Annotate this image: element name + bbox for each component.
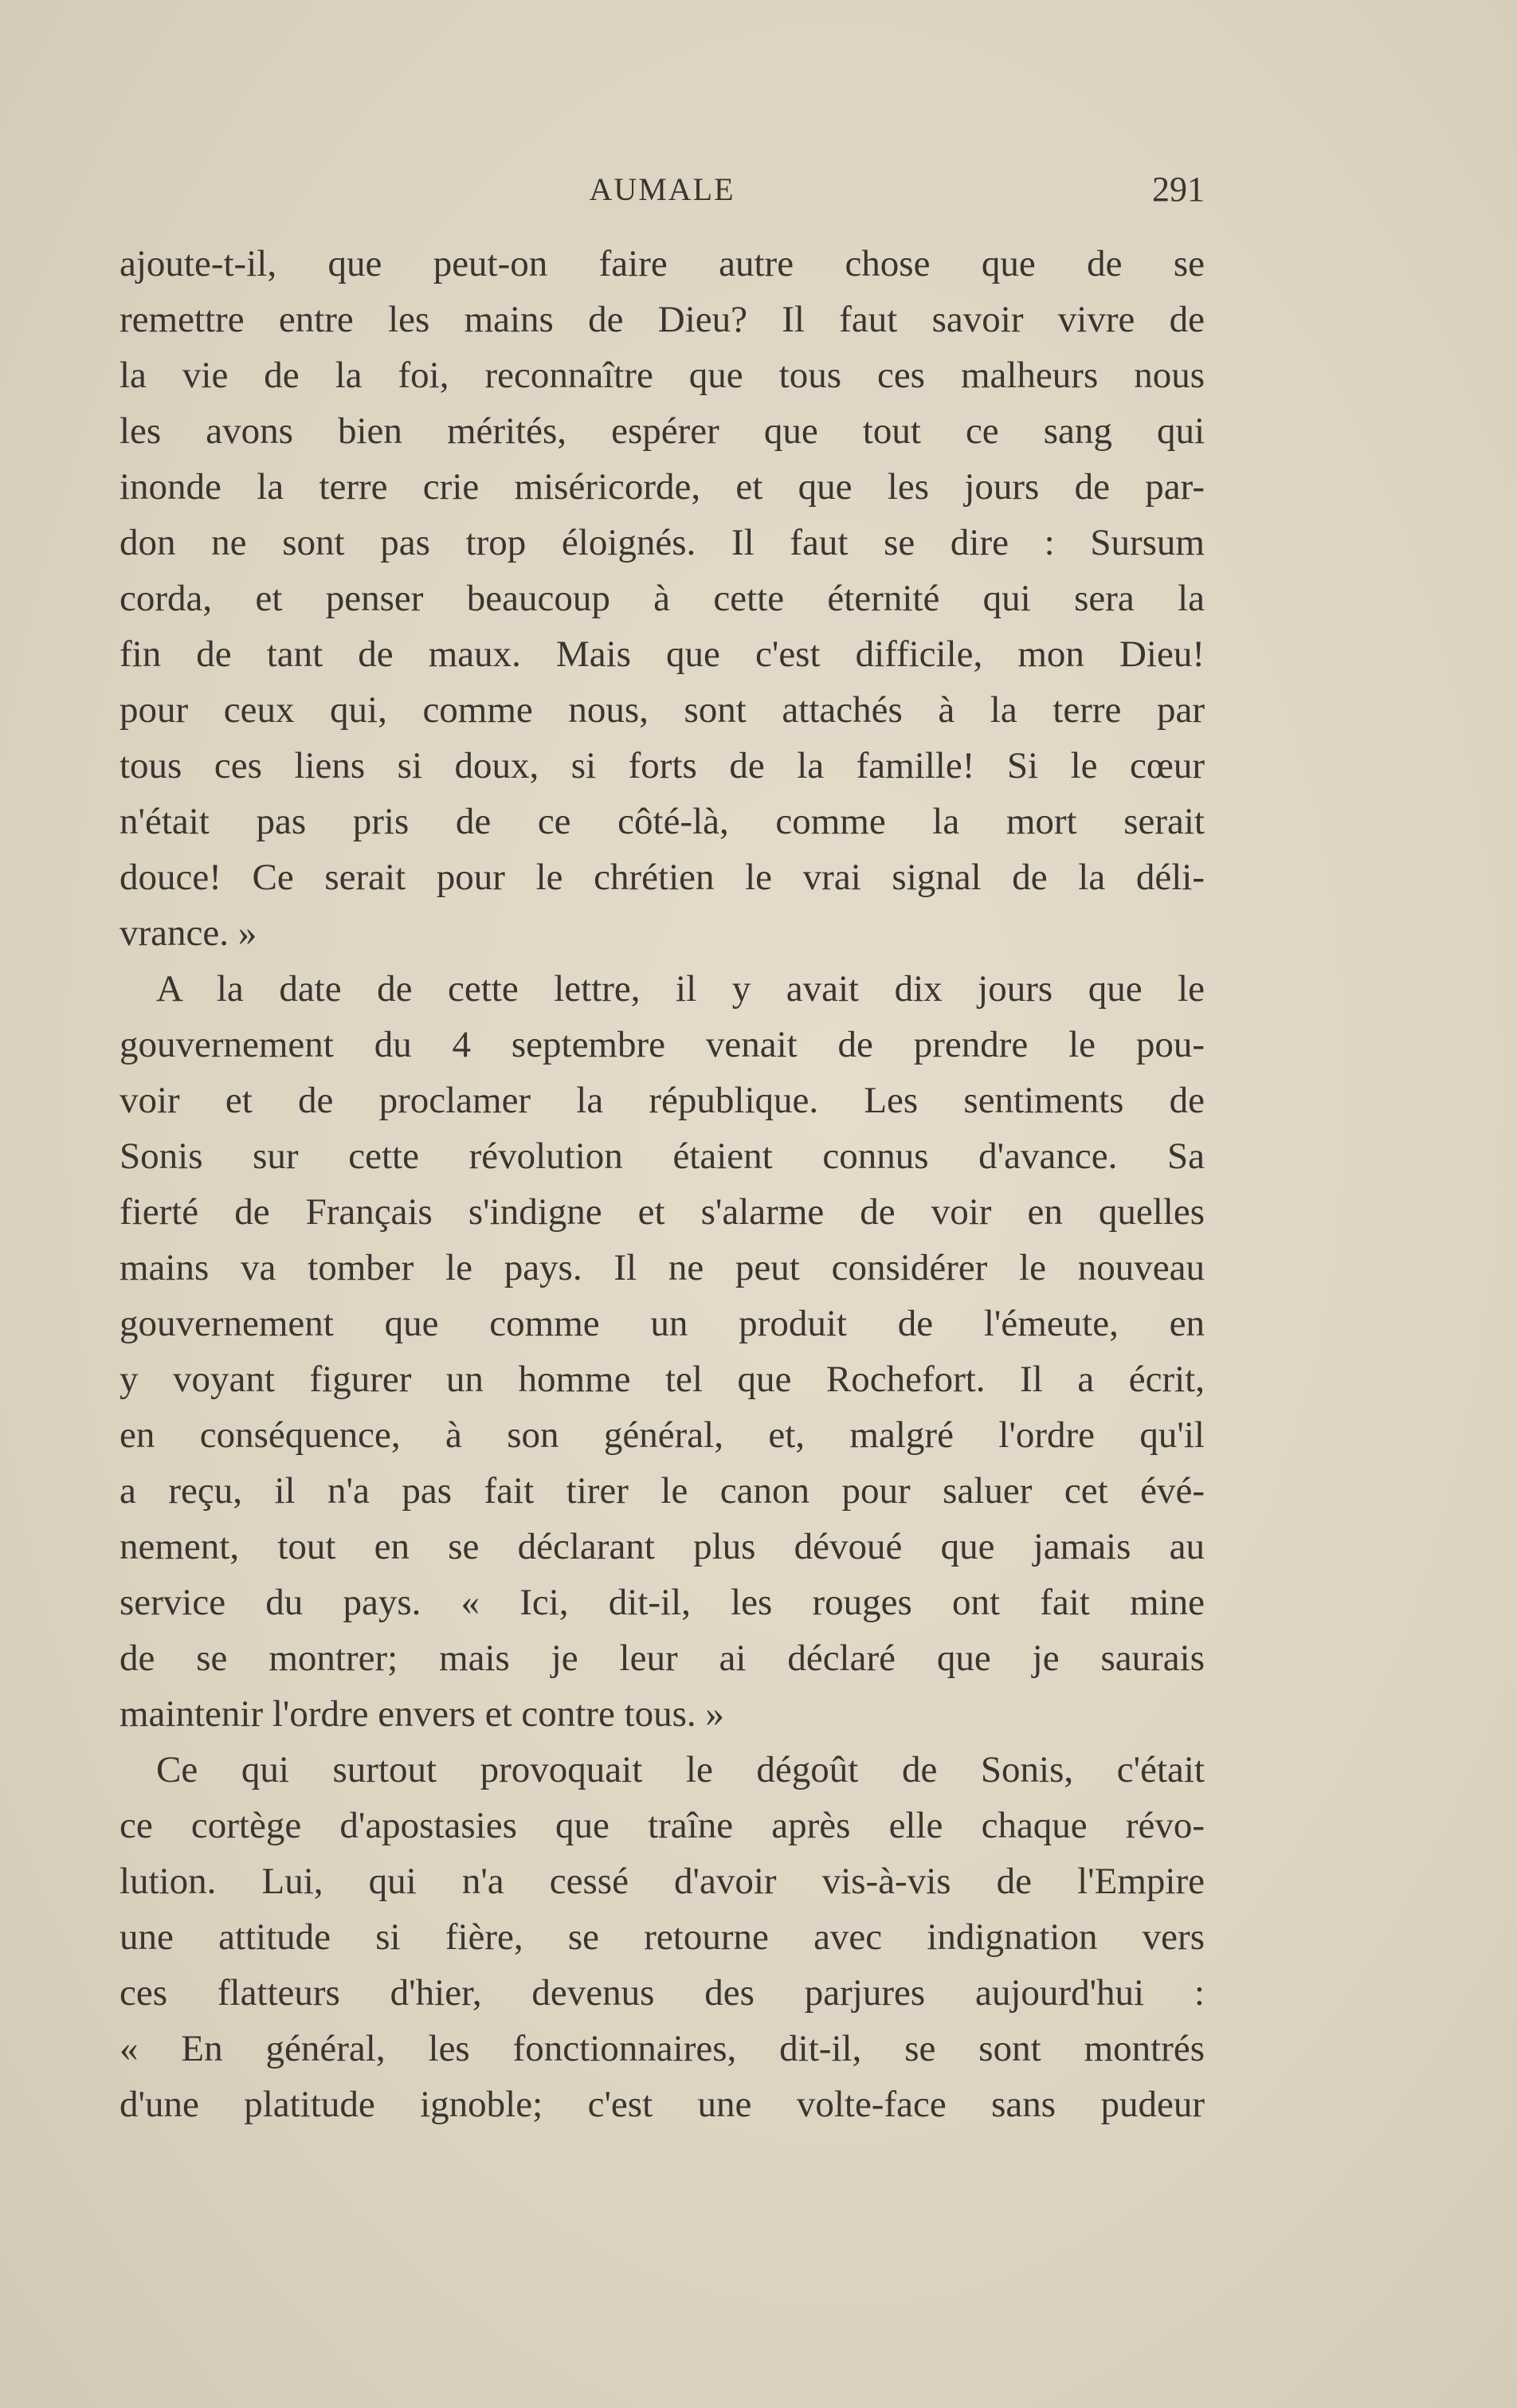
text-line-33: « En général, les fonctionnaires, dit-il, se sont montrés xyxy=(120,2028,1205,2069)
text-line-8: fin de tant de maux. Mais que c'est difficile, mon Dieu! xyxy=(120,633,1205,675)
text-line-2: remettre entre les mains de Dieu? Il faut savoir vivre de xyxy=(120,299,1205,340)
text-line-32: ces flatteurs d'hier, devenus des parjures aujourd'hui : xyxy=(120,1972,1205,2014)
text-line-27: maintenir l'ordre envers et contre tous. » xyxy=(120,1693,724,1735)
text-line-10: tous ces liens si doux, si forts de la famille! Si le cœur xyxy=(120,745,1205,786)
text-line-21: y voyant figurer un homme tel que Rochefort. Il a écrit, xyxy=(120,1359,1205,1400)
text-line-4: les avons bien mérités, espérer que tout ce sang qui xyxy=(120,410,1205,452)
running-header xyxy=(120,166,1205,214)
text-line-22: en conséquence, à son général, et, malgré l'ordre qu'il xyxy=(120,1414,1205,1456)
text-line-9: pour ceux qui, comme nous, sont attachés à la terre par xyxy=(120,689,1205,731)
text-line-28: Ce qui surtout provoquait le dégoût de Sonis, c'était xyxy=(156,1749,1205,1790)
text-line-26: de se montrer; mais je leur ai déclaré que je saurais xyxy=(120,1637,1205,1679)
text-line-5: inonde la terre crie miséricorde, et que les jours de par- xyxy=(120,466,1205,508)
text-line-3: la vie de la foi, reconnaître que tous ces malheurs nous xyxy=(120,355,1205,396)
text-line-16: voir et de proclamer la république. Les sentiments de xyxy=(120,1080,1205,1121)
text-line-14: A la date de cette lettre, il y avait dix jours que le xyxy=(156,968,1205,1010)
text-line-23: a reçu, il n'a pas fait tirer le canon pour saluer cet évé- xyxy=(120,1470,1205,1512)
text-line-12: douce! Ce serait pour le chrétien le vrai signal de la déli- xyxy=(120,857,1205,898)
text-line-31: une attitude si fière, se retourne avec indignation vers xyxy=(120,1916,1205,1958)
page-number: 291 xyxy=(1152,170,1205,209)
text-line-11: n'était pas pris de ce côté-là, comme la mort serait xyxy=(120,801,1205,842)
text-line-15: gouvernement du 4 septembre venait de prendre le pou- xyxy=(120,1024,1205,1065)
text-line-34: d'une platitude ignoble; c'est une volte-face sans pudeur xyxy=(120,2084,1205,2125)
text-line-1: ajoute-t-il, que peut-on faire autre chose que de se xyxy=(120,243,1205,284)
text-line-18: fierté de Français s'indigne et s'alarme de voir en quelles xyxy=(120,1191,1205,1233)
text-line-20: gouvernement que comme un produit de l'émeute, en xyxy=(120,1303,1205,1344)
running-title: AUMALE xyxy=(589,171,735,207)
text-line-19: mains va tomber le pays. Il ne peut considérer le nouveau xyxy=(120,1247,1205,1288)
text-line-6: don ne sont pas trop éloignés. Il faut se dire : Sursum xyxy=(120,522,1205,563)
text-line-13: vrance. » xyxy=(120,912,257,954)
text-line-24: nement, tout en se déclarant plus dévoué que jamais au xyxy=(120,1526,1205,1567)
text-line-17: Sonis sur cette révolution étaient connus d'avance. Sa xyxy=(120,1135,1205,1177)
body-text xyxy=(120,236,1205,2132)
text-line-29: ce cortège d'apostasies que traîne après elle chaque révo- xyxy=(120,1805,1205,1846)
text-line-25: service du pays. « Ici, dit-il, les rouges ont fait mine xyxy=(120,1582,1205,1623)
text-line-30: lution. Lui, qui n'a cessé d'avoir vis-à-vis de l'Empire xyxy=(120,1861,1205,1902)
text-line-7: corda, et penser beaucoup à cette éternité qui sera la xyxy=(120,578,1205,619)
